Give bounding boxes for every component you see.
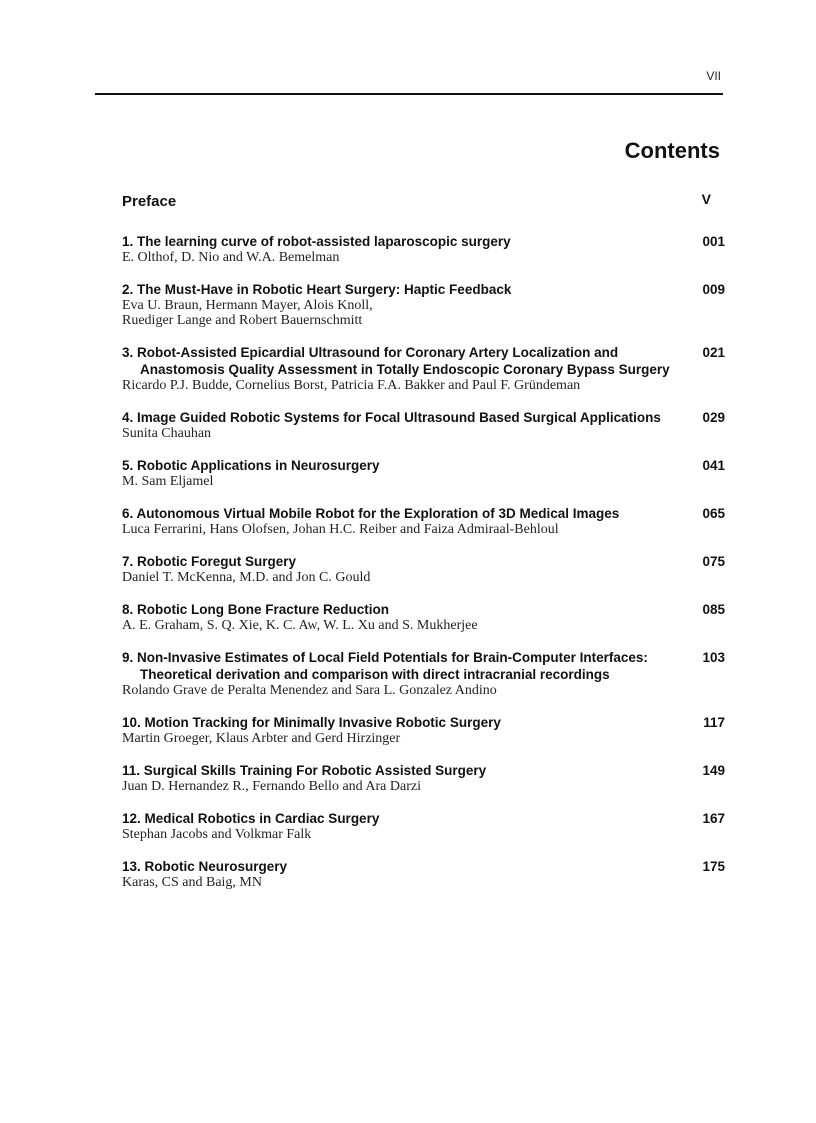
toc-entry-title: 11. Surgical Skills Training For Robotic Assisted Surgery <box>122 763 487 778</box>
toc-entry[interactable] <box>122 233 725 265</box>
toc-entry-page: 085 <box>702 602 725 617</box>
toc-entry-page: 103 <box>702 650 725 665</box>
toc-entry-authors: Martin Groeger, Klaus Arbter and Gerd Hirzinger <box>122 731 401 746</box>
toc-entry-title: 9. Non-Invasive Estimates of Local Field Potentials for Brain-Computer Interfaces: Theoretical derivation and comparison with direct intracranial recordings <box>122 650 648 682</box>
toc-entry-page: 065 <box>702 506 725 521</box>
toc-entry-page: 167 <box>702 811 725 826</box>
toc-entry-authors: Luca Ferrarini, Hans Olofsen, Johan H.C. Reiber and Faiza Admiraal-Behloul <box>122 522 559 537</box>
toc-entry-authors: A. E. Graham, S. Q. Xie, K. C. Aw, W. L. Xu and S. Mukherjee <box>122 618 478 633</box>
toc-entry-title: 8. Robotic Long Bone Fracture Reduction <box>122 602 390 617</box>
toc-entry-authors: Ruediger Lange and Robert Bauernschmitt <box>122 313 363 328</box>
header-rule <box>95 93 723 95</box>
toc-entry-authors: Karas, CS and Baig, MN <box>122 875 262 890</box>
toc-entry-page: 041 <box>702 458 725 473</box>
toc-entry-authors: Rolando Grave de Peralta Menendez and Sara L. Gonzalez Andino <box>122 683 497 698</box>
toc-entry-title: 6. Autonomous Virtual Mobile Robot for the Exploration of 3D Medical Images <box>122 506 620 521</box>
toc-entry-title: 12. Medical Robotics in Cardiac Surgery <box>122 811 380 826</box>
page-number: VII <box>706 69 721 83</box>
toc-entry-title: 13. Robotic Neurosurgery <box>122 859 288 874</box>
toc-entry-page: 075 <box>702 554 725 569</box>
toc-entry-title: 7. Robotic Foregut Surgery <box>122 554 297 569</box>
toc-entry-authors: Eva U. Braun, Hermann Mayer, Alois Knoll, <box>122 298 373 313</box>
page-title: Contents <box>624 138 720 163</box>
toc-entry-page: 001 <box>702 234 725 249</box>
toc-entry[interactable] <box>122 553 725 585</box>
toc-entry-title: 5. Robotic Applications in Neurosurgery <box>122 458 380 473</box>
preface-entry[interactable] <box>122 191 725 233</box>
toc-entry-page: 117 <box>703 715 725 730</box>
preface-page: V <box>701 191 711 207</box>
toc-entry-authors: E. Olthof, D. Nio and W.A. Bemelman <box>122 250 340 265</box>
toc-entry-authors: Ricardo P.J. Budde, Cornelius Borst, Patricia F.A. Bakker and Paul F. Gründeman <box>122 378 581 393</box>
toc-entry[interactable] <box>122 281 725 328</box>
toc-entry-authors: Daniel T. McKenna, M.D. and Jon C. Gould <box>122 570 371 585</box>
toc-entry-authors: Juan D. Hernandez R., Fernando Bello and Ara Darzi <box>122 779 421 794</box>
toc-entry[interactable] <box>122 762 725 794</box>
toc-entry-page: 149 <box>702 763 725 778</box>
toc-entry-authors: Sunita Chauhan <box>122 426 212 441</box>
toc-entry[interactable] <box>122 858 725 890</box>
toc-entry-page: 009 <box>702 282 725 297</box>
preface-title: Preface <box>122 193 177 210</box>
toc-entry[interactable] <box>122 649 725 698</box>
toc-entry[interactable] <box>122 714 725 746</box>
toc-entry-page: 029 <box>702 410 725 425</box>
toc-entry[interactable] <box>122 505 725 537</box>
toc-entry[interactable] <box>122 457 725 489</box>
toc-entry-title: 1. The learning curve of robot-assisted laparoscopic surgery <box>122 234 511 249</box>
toc-entry-title: 3. Robot-Assisted Epicardial Ultrasound for Coronary Artery Localization and Anastomosis Quality Assessment in Totally Endoscopic Coronary Bypass Surgery <box>122 345 670 377</box>
toc-entry-authors: M. Sam Eljamel <box>122 474 214 489</box>
toc-entry[interactable] <box>122 601 725 633</box>
toc-entry[interactable] <box>122 344 725 393</box>
toc-entry[interactable] <box>122 409 725 441</box>
toc-entry-authors: Stephan Jacobs and Volkmar Falk <box>122 827 312 842</box>
toc-entry-page: 175 <box>702 859 725 874</box>
toc-entry-title: 10. Motion Tracking for Minimally Invasive Robotic Surgery <box>122 715 501 730</box>
toc-entry-title: 2. The Must-Have in Robotic Heart Surgery: Haptic Feedback <box>122 282 512 297</box>
toc-entry-page: 021 <box>702 345 725 360</box>
toc-entry[interactable] <box>122 810 725 842</box>
table-of-contents <box>122 191 725 906</box>
toc-entry-title: 4. Image Guided Robotic Systems for Focal Ultrasound Based Surgical Applications <box>122 410 661 425</box>
